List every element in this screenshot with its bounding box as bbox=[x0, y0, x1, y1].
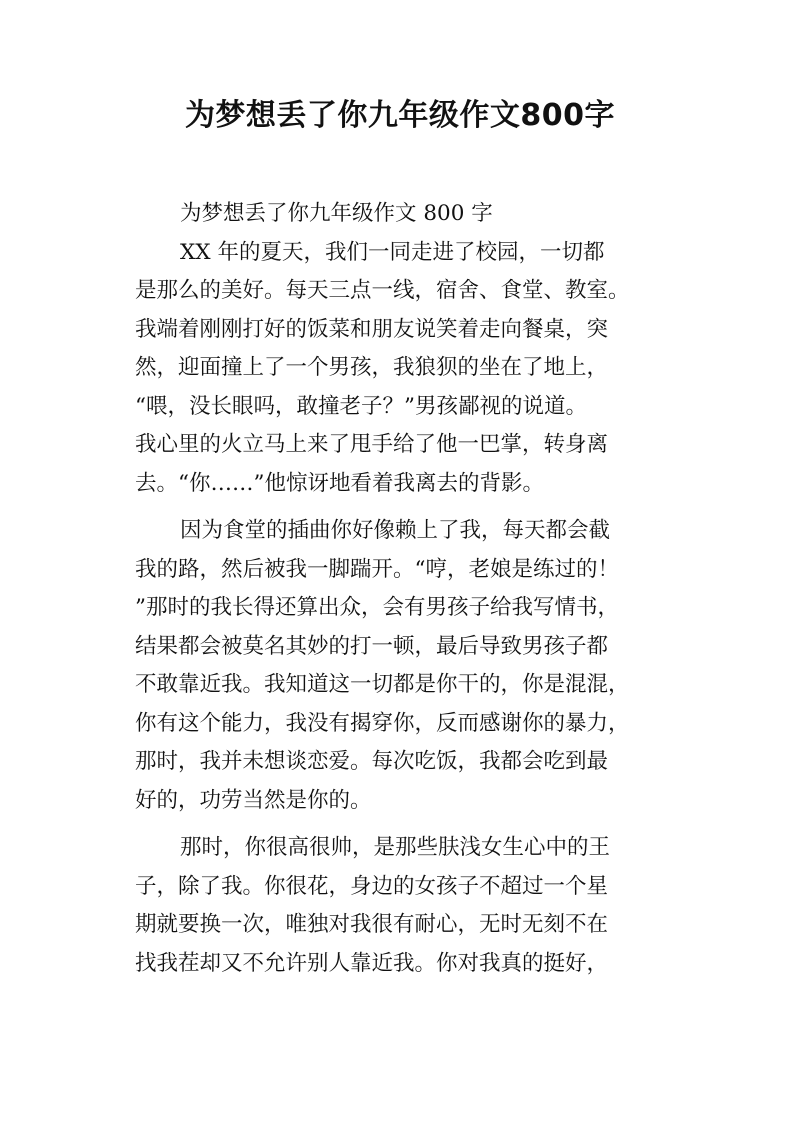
body-line: 好的，功劳当然是你的。 bbox=[135, 787, 372, 813]
body-line: 为梦想丢了你九年级作文 800 字 bbox=[180, 201, 493, 226]
document-body bbox=[135, 195, 665, 983]
paragraph bbox=[135, 195, 665, 234]
paragraph bbox=[135, 512, 665, 820]
body-line: XX 年的夏天，我们一同走进了校园，一切都 bbox=[180, 239, 605, 265]
body-line: 然，迎面撞上了一个男孩，我狼狈的坐在了地上， bbox=[135, 355, 609, 380]
body-line: 是那么的美好。每天三点一线，宿舍、食堂、教室。 bbox=[135, 278, 630, 303]
body-line: 子，除了我。你很花，身边的女孩子不超过一个星 bbox=[135, 873, 609, 899]
body-line: 找我茬却又不允许别人靠近我。你对我真的挺好， bbox=[135, 950, 609, 976]
body-line: “喂，没长眼吗，敢撞老子？”男孩鄙视的说道。 bbox=[135, 393, 587, 419]
body-line: 结果都会被莫名其妙的打一顿，最后导致男孩子都 bbox=[135, 633, 609, 659]
paragraph bbox=[135, 234, 665, 504]
body-line: 我心里的火立马上来了甩手给了他一巴掌，转身离 bbox=[135, 432, 609, 457]
body-line: 那时，我并未想谈恋爱。每次吃饭，我都会吃到最 bbox=[135, 749, 609, 774]
paragraph bbox=[135, 829, 665, 983]
body-line: 期就要换一次，唯独对我很有耐心，无时无刻不在 bbox=[135, 912, 609, 937]
body-line: 那时，你很高很帅，是那些肤浅女生心中的王 bbox=[180, 835, 611, 860]
body-line: 因为食堂的插曲你好像赖上了我，每天都会截 bbox=[180, 518, 611, 543]
body-line: 我端着刚刚打好的饭菜和朋友说笑着走向餐桌，突 bbox=[135, 316, 609, 342]
document-title: 为梦想丢了你九年级作文800字 bbox=[184, 98, 616, 133]
body-line: 去。“你……”他惊讶地看着我离去的背影。 bbox=[135, 470, 544, 496]
body-line: 我的路，然后被我一脚踹开。“哼，老娘是练过的！ bbox=[135, 556, 619, 582]
body-line: 你有这个能力，我没有揭穿你，反而感谢你的暴力， bbox=[135, 710, 630, 736]
body-line: ”那时的我长得还算出众，会有男孩子给我写情书， bbox=[135, 595, 619, 620]
body-line: 不敢靠近我。我知道这一切都是你干的，你是混混， bbox=[135, 672, 630, 697]
